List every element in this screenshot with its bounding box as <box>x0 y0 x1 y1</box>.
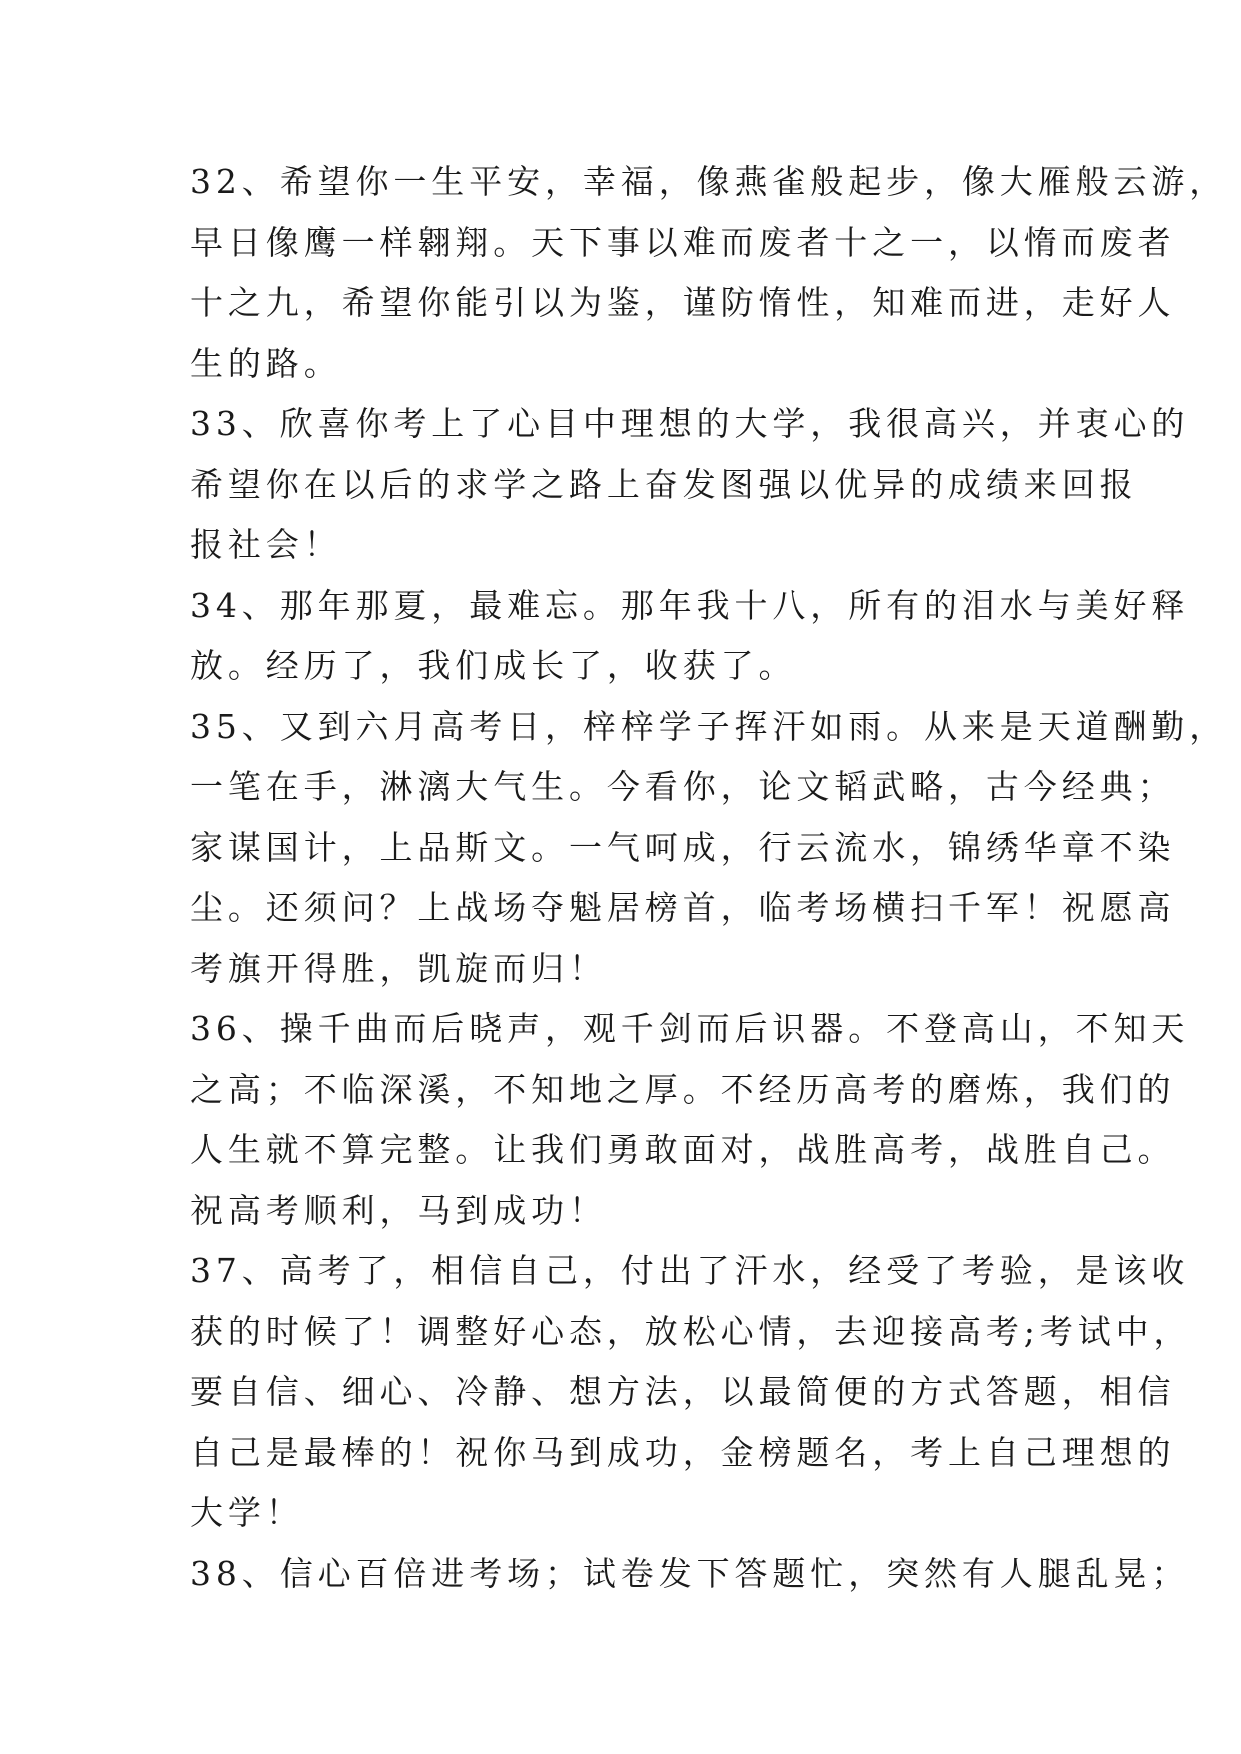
text-line: 32、希望你一生平安，幸福，像燕雀般起步，像大雁般云游， <box>190 162 1228 201</box>
text-line: 家谋国计，上品斯文。一气呵成，行云流水，锦绣华章不染 <box>190 827 1176 867</box>
text-line: 大学！ <box>190 1493 304 1532</box>
text-line: 33、欣喜你考上了心目中理想的大学，我很高兴，并衷心的 <box>190 404 1190 443</box>
text-line: 获的时候了！调整好心态，放松心情，去迎接高考;考试中， <box>190 1311 1192 1351</box>
text-line: 十之九，希望你能引以为鉴，谨防惰性，知难而进，走好人 <box>190 283 1176 322</box>
text-line: 35、又到六月高考日，梓梓学子挥汗如雨。从来是天道酬勤， <box>190 706 1228 746</box>
text-line: 报社会！ <box>190 525 342 564</box>
text-line: 早日像鹰一样翱翔。天下事以难而废者十之一，以惰而废者 <box>190 222 1176 262</box>
document-body <box>190 152 1228 1604</box>
text-line: 一笔在手，淋漓大气生。今看你，论文韬武略，古今经典； <box>190 767 1176 806</box>
text-line: 生的路。 <box>190 343 342 383</box>
text-line: 之高；不临深溪，不知地之厚。不经历高考的磨炼，我们的 <box>190 1069 1176 1109</box>
text-line: 考旗开得胜，凯旋而归！ <box>190 948 607 988</box>
text-line: 人生就不算完整。让我们勇敢面对，战胜高考，战胜自己。 <box>190 1130 1176 1169</box>
text-line: 尘。还须问？上战场夺魁居榜首，临考场横扫千军！祝愿高 <box>190 888 1176 927</box>
text-line: 放。经历了，我们成长了，收获了。 <box>190 646 797 685</box>
text-line: 祝高考顺利，马到成功！ <box>190 1190 607 1230</box>
text-line: 要自信、细心、冷静、想方法，以最简便的方式答题，相信 <box>190 1372 1176 1411</box>
text-line: 34、那年那夏，最难忘。那年我十八，所有的泪水与美好释 <box>190 585 1190 625</box>
text-line: 希望你在以后的求学之路上奋发图强以优异的成绩来回报 <box>190 464 1138 504</box>
text-line: 38、信心百倍进考场；试卷发下答题忙，突然有人腿乱晃； <box>190 1553 1190 1593</box>
text-line: 36、操千曲而后晓声，观千剑而后识器。不登高山，不知天 <box>190 1009 1190 1048</box>
text-line: 自己是最棒的！祝你马到成功，金榜题名，考上自己理想的 <box>190 1432 1176 1472</box>
text-line: 37、高考了，相信自己，付出了汗水，经受了考验，是该收 <box>190 1251 1190 1290</box>
